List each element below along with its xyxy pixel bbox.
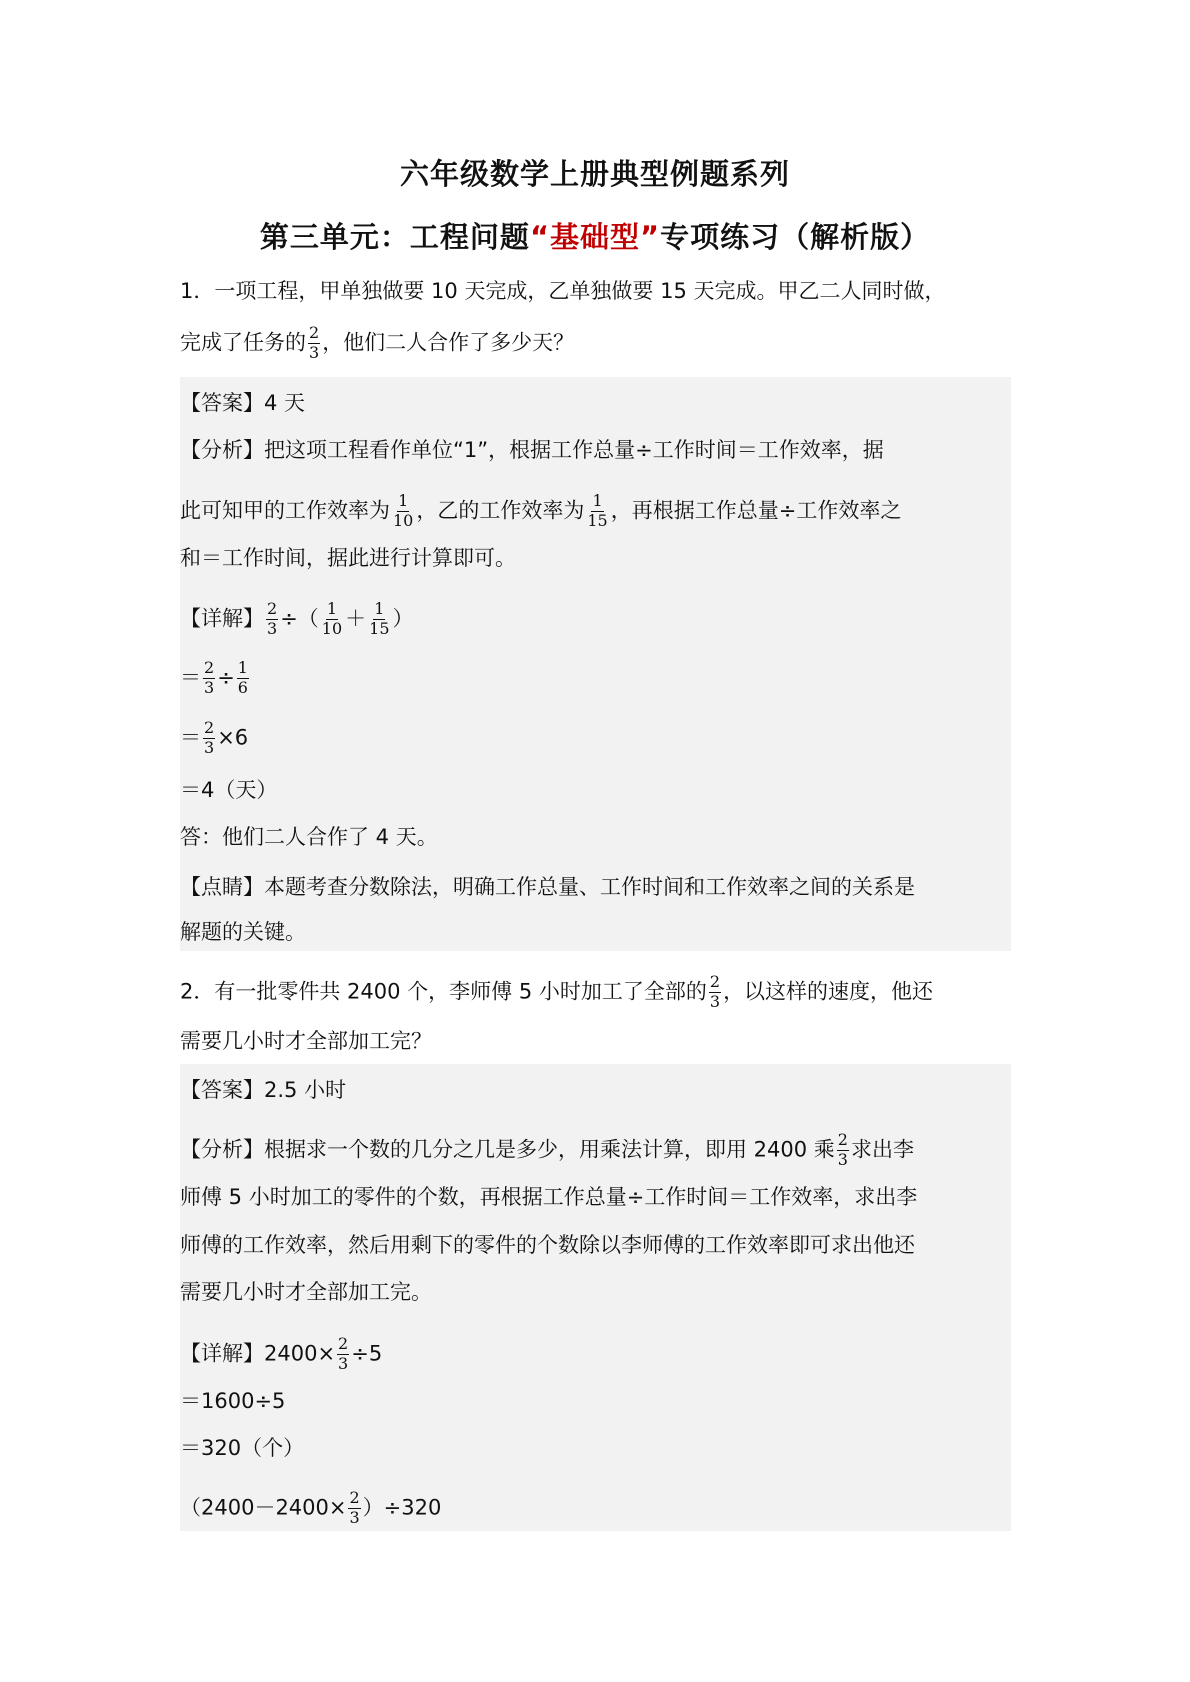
frac-den: 10 [393,510,414,530]
operator: ＋ [345,606,367,631]
frac-num: 2 [309,323,320,342]
frac-num: 2 [204,658,215,677]
frac-num: 2 [837,1130,848,1149]
fraction [368,601,390,638]
fraction [337,1336,349,1373]
q1-comment-line2: 解题的关键。 [180,920,306,944]
fraction [237,660,249,697]
fraction [392,493,414,530]
q1-question-line1: 1．一项工程，甲单独做要 10 天完成，乙单独做要 15 天完成。甲乙二人同时做， [180,279,946,303]
q1-analysis-line3: 和＝工作时间，据此进行计算即可。 [180,546,516,570]
q2-detail-line4 [180,1490,1010,1527]
frac-den: 3 [267,618,278,638]
subtitle-prefix: 第三单元：工程问题 [259,220,530,254]
q1-detail-line1 [180,601,1010,638]
frac-num: 1 [326,599,338,618]
detail-text: 【详解】2400× [180,1341,336,1366]
frac-num: 1 [592,491,603,510]
subtitle-suffix: 专项练习（解析版） [660,220,931,254]
fraction [709,974,721,1011]
frac-num: 2 [338,1334,349,1353]
frac-den: 3 [309,342,320,362]
operator: ） [392,606,414,631]
fraction [837,1132,849,1169]
frac-num: 2 [349,1488,360,1507]
fraction [321,601,343,638]
q2-analysis-line1 [180,1132,1010,1169]
q1-text: ，他们二人合作了多少天？ [322,330,575,355]
frac-den: 3 [204,737,215,757]
analysis-text: 此可知甲的工作效率为 [180,498,390,523]
operator: ÷（ [280,606,319,631]
frac-den: 3 [204,677,215,697]
q1-answer: 【答案】4 天 [180,391,306,415]
frac-num: 1 [374,599,385,618]
q1-detail-line4: ＝4（天） [180,778,278,802]
frac-den: 15 [369,618,390,638]
q2-detail-line3: ＝320（个） [180,1436,305,1460]
q1-detail-line3 [180,720,1010,757]
q2-analysis-line2: 师傅 5 小时加工的零件的个数，再根据工作总量÷工作时间＝工作效率，求出李 [180,1185,918,1209]
fraction [586,493,608,530]
fraction [203,720,215,757]
fraction [266,601,278,638]
frac-den: 3 [338,1353,349,1373]
detail-label: 【详解】 [180,606,264,631]
detail-text: ÷5 [351,1341,383,1366]
fraction [203,660,215,697]
q1-analysis-line2 [180,493,1010,530]
q2-answer: 【答案】2.5 小时 [180,1078,347,1102]
frac-den: 3 [349,1507,360,1527]
q1-question-line2 [180,325,1010,362]
document-subtitle [0,215,1190,256]
q1-text: 完成了任务的 [180,330,306,355]
analysis-text: ，乙的工作效率为 [416,498,585,523]
q2-analysis-line4: 需要几小时才全部加工完。 [180,1280,432,1304]
frac-den: 6 [237,677,248,697]
fraction [348,1490,360,1527]
q2-detail-line2: ＝1600÷5 [180,1389,286,1413]
detail-text: （2400－2400× [180,1495,347,1520]
q2-question-line2: 需要几小时才全部加工完？ [180,1029,432,1053]
frac-num: 2 [204,718,215,737]
q2-text: 2．有一批零件共 2400 个，李师傅 5 小时加工了全部的 [180,979,707,1004]
operator: ＝ [180,725,201,750]
frac-den: 3 [709,991,721,1011]
q1-comment-line1: 【点睛】本题考查分数除法，明确工作总量、工作时间和工作效率之间的关系是 [180,875,915,899]
analysis-text: ，再根据工作总量÷工作效率之 [610,498,902,523]
analysis-text: 【分析】根据求一个数的几分之几是多少，用乘法计算，即用 2400 乘 [180,1137,835,1162]
document-title: 六年级数学上册典型例题系列 [399,157,790,191]
operator: ＝ [180,665,201,690]
frac-num: 2 [709,972,721,991]
analysis-text: 求出李 [850,1137,914,1162]
fraction [308,325,320,362]
q1-analysis-line1: 【分析】把这项工程看作单位“1”，根据工作总量÷工作时间＝工作效率，据 [180,438,884,462]
q2-analysis-line3: 师傅的工作效率，然后用剩下的零件的个数除以李师傅的工作效率即可求出他还 [180,1233,915,1257]
q2-question-line1 [180,974,1010,1011]
operator: ÷ [217,665,235,690]
detail-text: ×6 [217,725,249,750]
frac-den: 10 [321,618,343,638]
q1-detail-line2 [180,660,1010,697]
frac-num: 1 [398,491,409,510]
frac-den: 15 [587,510,608,530]
q2-detail-line1 [180,1336,1010,1373]
detail-text: ）÷320 [362,1495,442,1520]
frac-num: 1 [237,658,248,677]
frac-den: 3 [837,1149,848,1169]
subtitle-highlight: “基础型” [529,220,661,254]
q2-text: ，以这样的速度，他还 [723,979,934,1004]
frac-num: 2 [267,599,278,618]
q1-conclusion: 答：他们二人合作了 4 天。 [180,825,438,849]
